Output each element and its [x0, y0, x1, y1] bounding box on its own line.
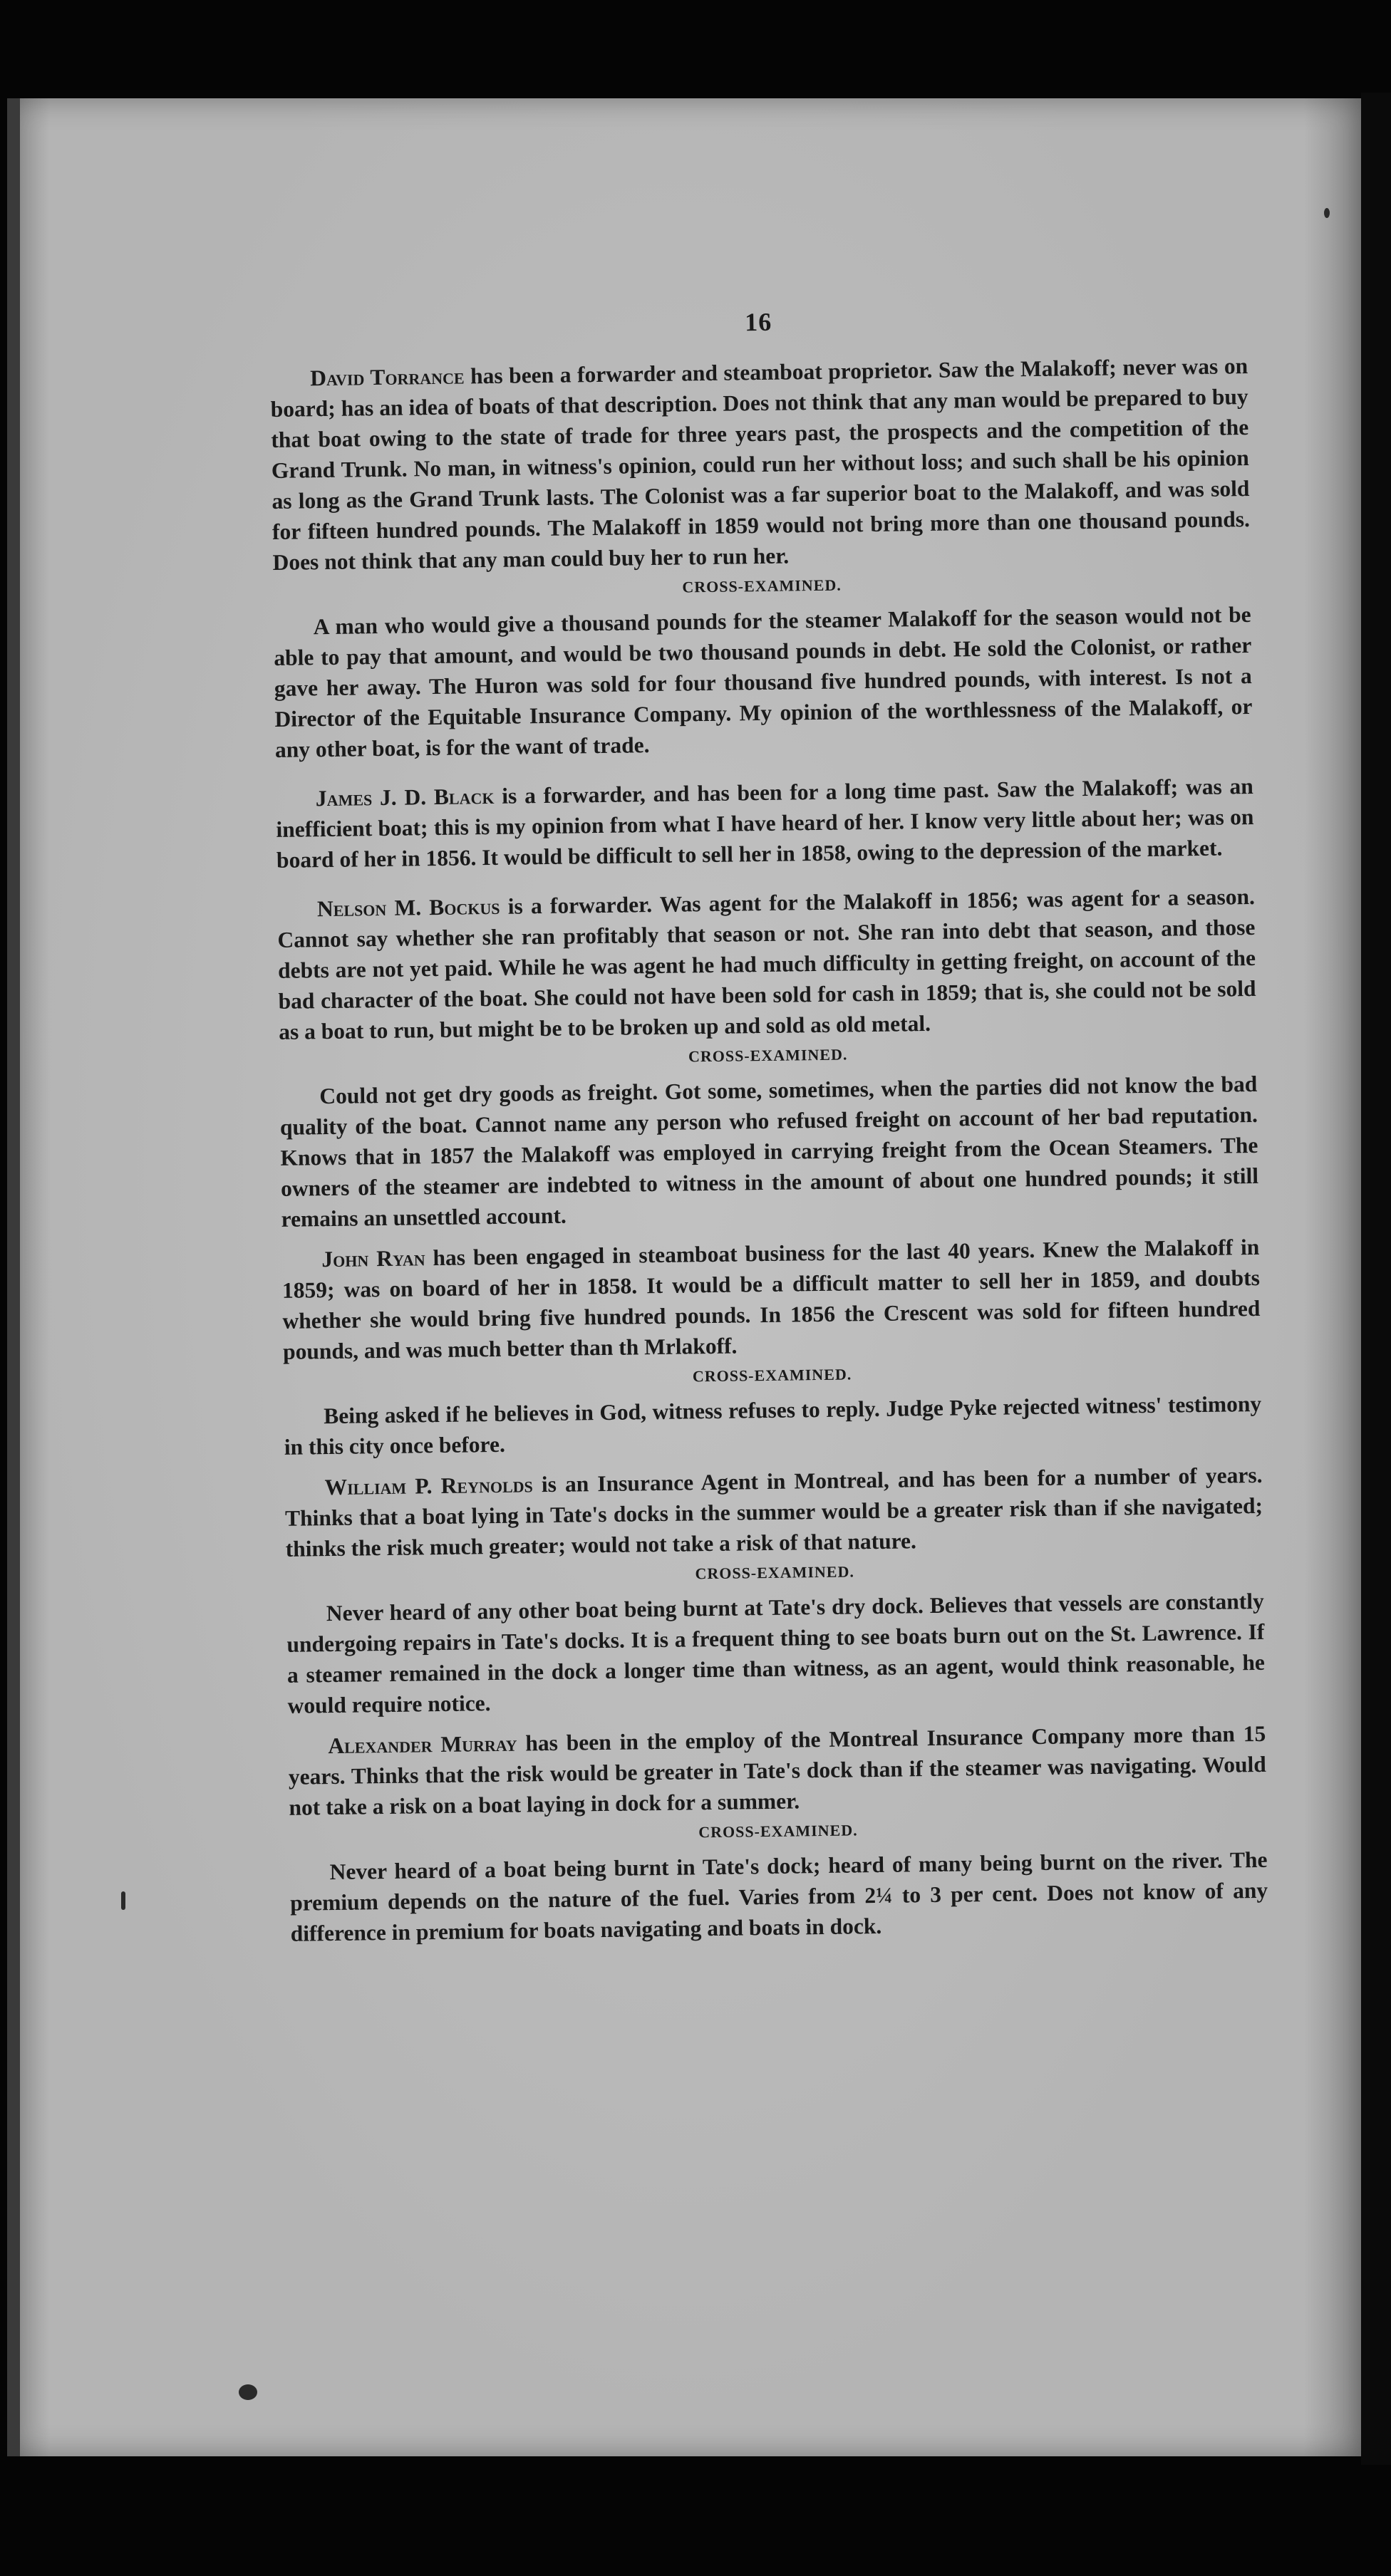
- witness-name: Nelson M. Bockus: [316, 893, 500, 922]
- ink-blot: [239, 2384, 257, 2400]
- testimony-paragraph: [276, 771, 1255, 876]
- testimony-text: has been engaged in steamboat business for the last 40 years. Knew the Malakoff in 1859; was on board of her in 1858. It would be a difficult matter to sell her in 1859, and doubts whether she would bring five hundred pounds. In 1856 the Crescent was sold for fifteen hundred pounds, and was much better than th Mrlakoff.: [281, 1234, 1261, 1364]
- page-binding-edge: [7, 98, 20, 2456]
- cross-examined-heading: CROSS-EXAMINED.: [688, 1045, 848, 1066]
- testimony-paragraph: [288, 1718, 1267, 1823]
- testimony-text: has been in the employ of the Montreal Insurance Company more than 15 years. Thinks that the risk would be greater in Tate's dock than if the steamer was navigating. Would not take a risk on a boat laying in dock for a summer.: [288, 1720, 1267, 1820]
- testimony-text: has been a forwarder and steamboat proprietor. Saw the Malakoff; never was on board; has an idea of boats of that description. Does not think that any man would be prepared to buy that boat owing to the state of trade for three years past, the prospects and the competition of the Grand Trunk. No man, in witness's opinion, could run her without loss; and such shall be his opinion as long as the Grand Trunk lasts. The Colonist was a far superior boat to the Malakoff, and was sold for fifteen hundred pounds. The Malakoff in 1859 would not bring more than one thousand pounds. Does not think that any man could buy her to run her.: [270, 353, 1251, 575]
- cross-examined-heading: CROSS-EXAMINED.: [692, 1365, 852, 1386]
- cross-examination-paragraph: Being asked if he believes in God, witness refuses to reply. Judge Pyke rejected witness' testimony in this city once before.: [284, 1391, 1262, 1460]
- testimony-paragraph: [284, 1460, 1263, 1564]
- cross-examined-heading: CROSS-EXAMINED.: [698, 1821, 858, 1842]
- page-number: 16: [744, 307, 772, 337]
- testimony-paragraph: [281, 1232, 1261, 1367]
- testimony-text: is an Insurance Agent in Montreal, and has been for a number of years. Thinks that a boat lying in Tate's docks in the summer would be a greater risk than if she navigated; thinks the risk much greater; would not take a risk of that nature.: [284, 1462, 1263, 1562]
- testimony-text: is a forwarder. Was agent for the Malakoff in 1856; was agent for a season. Cannot say whether she ran profitably that season or not. She ran into debt that season, and those debts are not yet paid. While he was agent he had much difficulty in getting freight, on account of the bad character of the boat. She could not have been sold for cash in 1859; that is, she could not be sold as a boat to run, but might be to be broken up and sold as old metal.: [277, 883, 1256, 1044]
- cross-examination-paragraph: Never heard of a boat being burnt in Tate's dock; heard of many being burnt on the river. The premium depends on the nature of the fuel. Varies from 2¼ to 3 per cent. Does not know of any difference in premium for boats navigating and boats in dock.: [289, 1847, 1268, 1946]
- testimony-paragraph: [270, 350, 1251, 578]
- witness-name: William P. Reynolds: [324, 1472, 533, 1500]
- cross-examination-paragraph: Could not get dry goods as freight. Got some, sometimes, when the parties did not know the bad quality of the boat. Cannot name any person who refused freight on account of her bad reputation. Knows that in 1857 the Malakoff was employed in carrying freight from the Ocean Steamers. The owners of the steamer are indebted to witness in the amount of about one hundred pounds; it still remains an unsettled account.: [279, 1071, 1259, 1232]
- cross-examination-paragraph: A man who would give a thousand pounds for the steamer Malakoff for the season would not be able to pay that amount, and would be two thousand pounds in debt. He sold the Colonist, or rather gave her away. The Huron was sold for four thousand five hundred pounds, with interest. Is not a Director of the Equitable Insurance Company. My opinion of the worthlessness of the Malakoff, or any other boat, is for the want of trade.: [274, 602, 1253, 762]
- testimony-paragraph: [277, 881, 1257, 1047]
- margin-speck: [1324, 208, 1330, 218]
- margin-mark: [121, 1891, 125, 1910]
- scan-right-edge: [1361, 93, 1391, 2465]
- witness-name: John Ryan: [321, 1245, 425, 1272]
- cross-examined-heading: CROSS-EXAMINED.: [695, 1562, 855, 1583]
- cross-examination-paragraph: Never heard of any other boat being burnt at Tate's dry dock. Believes that vessels are constantly undergoing repairs in Tate's docks. It is a frequent thing to see boats burn out on the St. Lawrence. If a steamer remained in the dock a longer time than witness, as an agent, would think reasonable, he would require notice.: [286, 1588, 1266, 1718]
- testimony-text: is a forwarder, and has been for a long time past. Saw the Malakoff; was an inefficient boat; this is my opinion from what I have heard of her. I know very little about her; was on board of her in 1856. It would be difficult to sell her in 1858, owing to the depression of the market.: [276, 773, 1254, 873]
- document-body: [269, 301, 1268, 1949]
- witness-name: Alexander Murray: [328, 1730, 517, 1759]
- witness-name: David Torrance: [309, 363, 465, 391]
- cross-examined-heading: CROSS-EXAMINED.: [682, 576, 842, 596]
- witness-name: James J. D. Black: [315, 783, 495, 811]
